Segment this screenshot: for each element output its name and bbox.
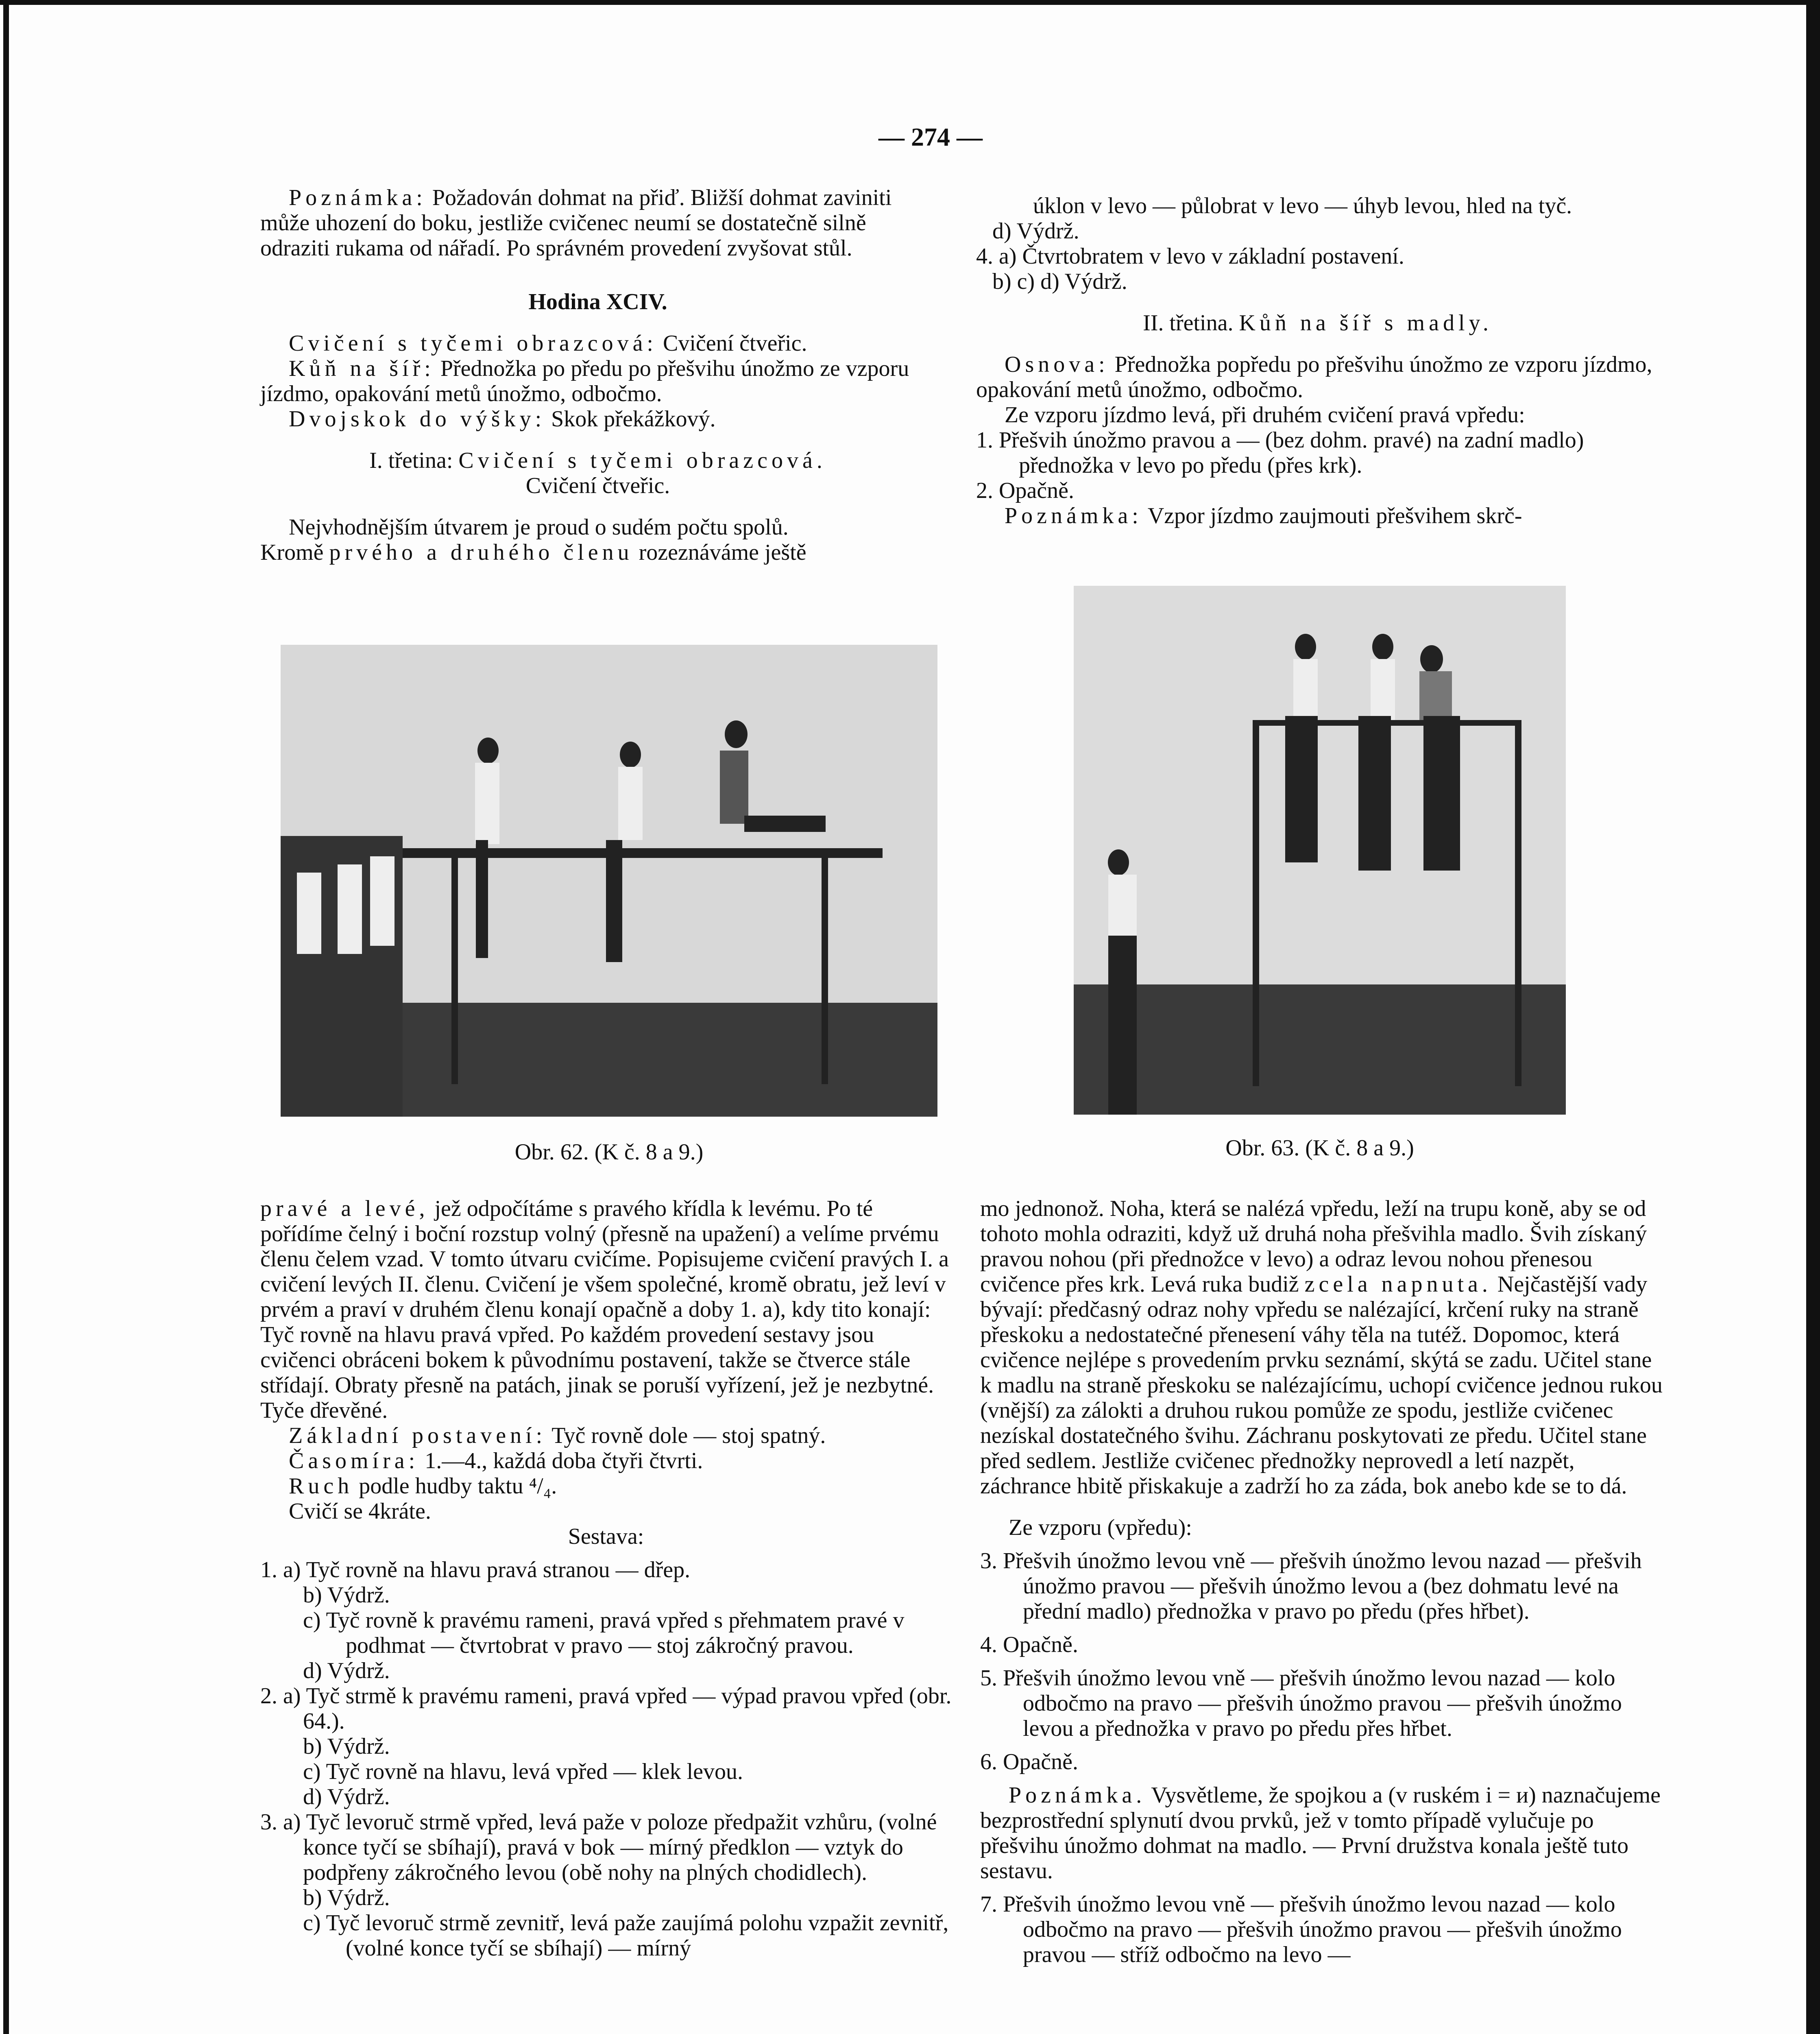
sestava-3a: 3. a) Tyč levoruč strmě vpřed, levá paže v poloze předpažit vzhůru, (volné konce tyčí se sbíhají), pravá v bok — mírný předklon — vztyk do podpřeny zákročného levou (obě nohy na plných chodidlech). bbox=[260, 1809, 937, 1885]
scan-border-top bbox=[0, 0, 1820, 5]
figure-62-illustration bbox=[281, 645, 937, 1117]
ruch-line: Ruch podle hudby taktu ⁴/₄. bbox=[289, 1473, 557, 1499]
right-item-6: 6. Opačně. bbox=[980, 1749, 1079, 1774]
right-item-7: 7. Přešvih únožmo levou vně — přešvih únožmo levou nazad — kolo odbočmo na pravo — přešvih únožmo pravou — přešvih únožmo pravou — stříž odbočmo na levo — bbox=[980, 1892, 1622, 1967]
page-number: — 274 — bbox=[878, 122, 983, 151]
exercise-line: Cvičení s tyčemi obrazcová: Cvičení čtveřic. bbox=[289, 331, 807, 356]
sestava-3c: c) Tyč levoruč strmě zevnitř, levá paže zaujímá polohu vzpažit zevnitř, (volné konce tyčí se sbíhají) — mírný bbox=[303, 1910, 949, 1961]
sestava-2a: 2. a) Tyč strmě k pravému rameni, pravá vpřed — výpad pravou vpřed (obr. 64.). bbox=[260, 1683, 952, 1734]
sestava-1a: 1. a) Tyč rovně na hlavu pravá stranou — dřep. bbox=[260, 1557, 691, 1582]
zakladni-line: Základní postavení: Tyč rovně dole — stoj spatný. bbox=[289, 1423, 826, 1448]
left-column-top bbox=[260, 185, 935, 565]
right-item-2: 2. Opačně. bbox=[976, 478, 1075, 503]
note2-line: Poznámka: Vzpor jízdmo zaujmouti přešvihem skrč- bbox=[1005, 503, 1522, 528]
sestava-1b: b) Výdrž. bbox=[303, 1582, 390, 1608]
intro-line: Nejvhodnějším útvarem je proud o sudém počtu spolů. bbox=[289, 515, 789, 540]
figure-63-caption: Obr. 63. (K č. 8 a 9.) bbox=[1225, 1135, 1414, 1161]
right-item-5: 5. Přešvih únožmo levou vně — přešvih únožmo levou nazad — kolo odbočmo na pravo — přešvih únožmo pravou — přešvih únožmo levou a přednožka v pravo po předu přes hřbet. bbox=[980, 1665, 1622, 1741]
right-item-d: d) Výdrž. bbox=[992, 218, 1079, 244]
right-column-bottom bbox=[980, 1196, 1667, 1967]
note3-paragraph: Poznámka. Vysvětleme, že spojkou a (v ruském i = и) naznačujeme bezprostřední splynutí dvou prvků, jež v tomto případě vylučuje po přešvihu únožmo dohmat na madlo. — První družstva konala ještě tuto sestavu. bbox=[980, 1783, 1661, 1883]
sestava-1d: d) Výdrž. bbox=[303, 1658, 390, 1683]
intro-line-2: Kromě prvého a druhého členu rozeznáváme ještě bbox=[260, 540, 806, 565]
figure-62-photo bbox=[281, 645, 937, 1117]
right-line-1: úklon v levo — půlobrat v levo — úhyb levou, hled na tyč. bbox=[1033, 193, 1572, 218]
note-paragraph: Poznámka: Požadován dohmat na přiď. Bližší dohmat zaviniti může uhození do boku, jestliže cvičenec neumí se dostatečně silně odraziti rukama od nářadí. Po správném provedení zvyšovat stůl. bbox=[260, 185, 892, 261]
figure-63-photo bbox=[1074, 586, 1566, 1115]
left-column-bottom bbox=[260, 1196, 952, 1961]
ze-vzporu-line: Ze vzporu jízdmo levá, při druhém cvičení pravá vpředu: bbox=[1005, 402, 1525, 428]
right-bottom-paragraph: mo jednonož. Noha, která se nalézá vpředu, leží na trupu koně, aby se od tohoto mohla odraziti, když už druhá noha přešvihla madlo. Švih získaný pravou nohou (při přednožce v levo) a odraz levou nohou přenesou cvičence přes krk. Levá ruka budiž zcela napnuta. Nejčastější vady bývají: předčasný odraz nohy vpředu se nalézající, krčení ruky na straně přeskoku a nedostatečné přenesení váhy těla na tutéž. Dopomoc, která cvičence nejlépe s provedením prvku seznámí, skýtá se zadu. Učitel stane k madlu na straně přeskoku se nalézajícímu, uchopí cvičence jednou rukou (vnější) za zálokti a druhou rukou pomůže ze spodu, jestliže cvičenec nezískal dostatečného švihu. Záchranu poskytovati ze předu. Učitel stane před sedlem. Jestliže cvičenec přednožky neprovedl a letí nazpět, záchrance hbitě přiskakuje a zadrží ho za záda, bok anebo kde se to dá. bbox=[980, 1196, 1663, 1499]
casomira-line: Časomíra: 1.—4., každá doba čtyři čtvrti. bbox=[289, 1448, 703, 1473]
right-item-3: 3. Přešvih únožmo levou vně — přešvih únožmo levou nazad — přešvih únožmo pravou — přešvih únožmo levou a (bez dohmatu levé na přední madlo) přednožka v pravo po předu (přes hřbet). bbox=[980, 1548, 1642, 1624]
third-one-sub: Cvičení čtveřic. bbox=[525, 473, 670, 498]
third-one-heading: I. třetina: Cvičení s tyčemi obrazcová. bbox=[369, 448, 826, 473]
figure-63-illustration bbox=[1074, 586, 1566, 1115]
figure-62-caption: Obr. 62. (K č. 8 a 9.) bbox=[514, 1139, 704, 1165]
right-item-4a: 4. a) Čtvrtobratem v levo v základní postavení. bbox=[976, 244, 1404, 269]
sestava-3b: b) Výdrž. bbox=[303, 1885, 390, 1910]
horse-line: Kůň na šíř: Přednožka po předu po přešvihu únožmo ze vzporu jízdmo, opakování metů únožmo, odbočmo. bbox=[260, 356, 909, 406]
scan-border-left bbox=[3, 0, 9, 2034]
sestava-1c: c) Tyč rovně k pravému rameni, pravá vpřed s přehmatem pravé v podhmat — čtvrtobrat v pravo — stoj zákročný pravou. bbox=[303, 1608, 905, 1658]
right-item-1: 1. Přešvih únožmo pravou a — (bez dohm. pravé) na zadní madlo) přednožka v levo po předu (přes krk). bbox=[976, 428, 1584, 478]
right-item-4: 4. Opačně. bbox=[980, 1632, 1079, 1657]
jump-line: Dvojskok do výšky: Skok překážkový. bbox=[289, 406, 716, 432]
right-column-top bbox=[976, 193, 1659, 528]
sestava-heading: Sestava: bbox=[568, 1524, 644, 1549]
cvici-line: Cvičí se 4kráte. bbox=[289, 1499, 431, 1524]
left-bottom-paragraph: pravé a levé, jež odpočítáme s pravého křídla k levému. Po té pořídíme čelný i boční rozstup volný (přesně na upažení) a velíme prvému členu čelem vzad. V tomto útvaru cvičíme. Popisujeme cvičení pravých I. a cvičení levých II. členu. Cvičení je všem společné, kromě obratu, jež leví v prvém a praví v druhém členu konají opačně a doby 1. a), kdy tito konají: Tyč rovně na hlavu pravá vpřed. Po každém provedení sestavy jsou cvičenci obráceni bokem k původnímu postavení, takže se čtverce stále střídají. Obraty přesně na patách, jinak se poruší vyřízení, jež je nezbytné. Tyče dřevěné. bbox=[260, 1196, 949, 1423]
right-item-4bcd: b) c) d) Výdrž. bbox=[992, 269, 1127, 294]
ze-vzporu-vpredu: Ze vzporu (vpředu): bbox=[1009, 1515, 1192, 1540]
osnova-line: Osnova: Přednožka popředu po přešvihu únožmo ze vzporu jízdmo, opakování metů únožmo, odbočmo. bbox=[976, 352, 1652, 402]
sestava-2d: d) Výdrž. bbox=[303, 1784, 390, 1809]
sestava-2c: c) Tyč rovně na hlavu, levá vpřed — klek levou. bbox=[303, 1759, 743, 1784]
third-two-heading: II. třetina. Kůň na šíř s madly. bbox=[1143, 310, 1493, 336]
sestava-2b: b) Výdrž. bbox=[303, 1734, 390, 1759]
scan-border-right bbox=[1806, 0, 1820, 2034]
hour-title: Hodina XCIV. bbox=[528, 289, 667, 314]
